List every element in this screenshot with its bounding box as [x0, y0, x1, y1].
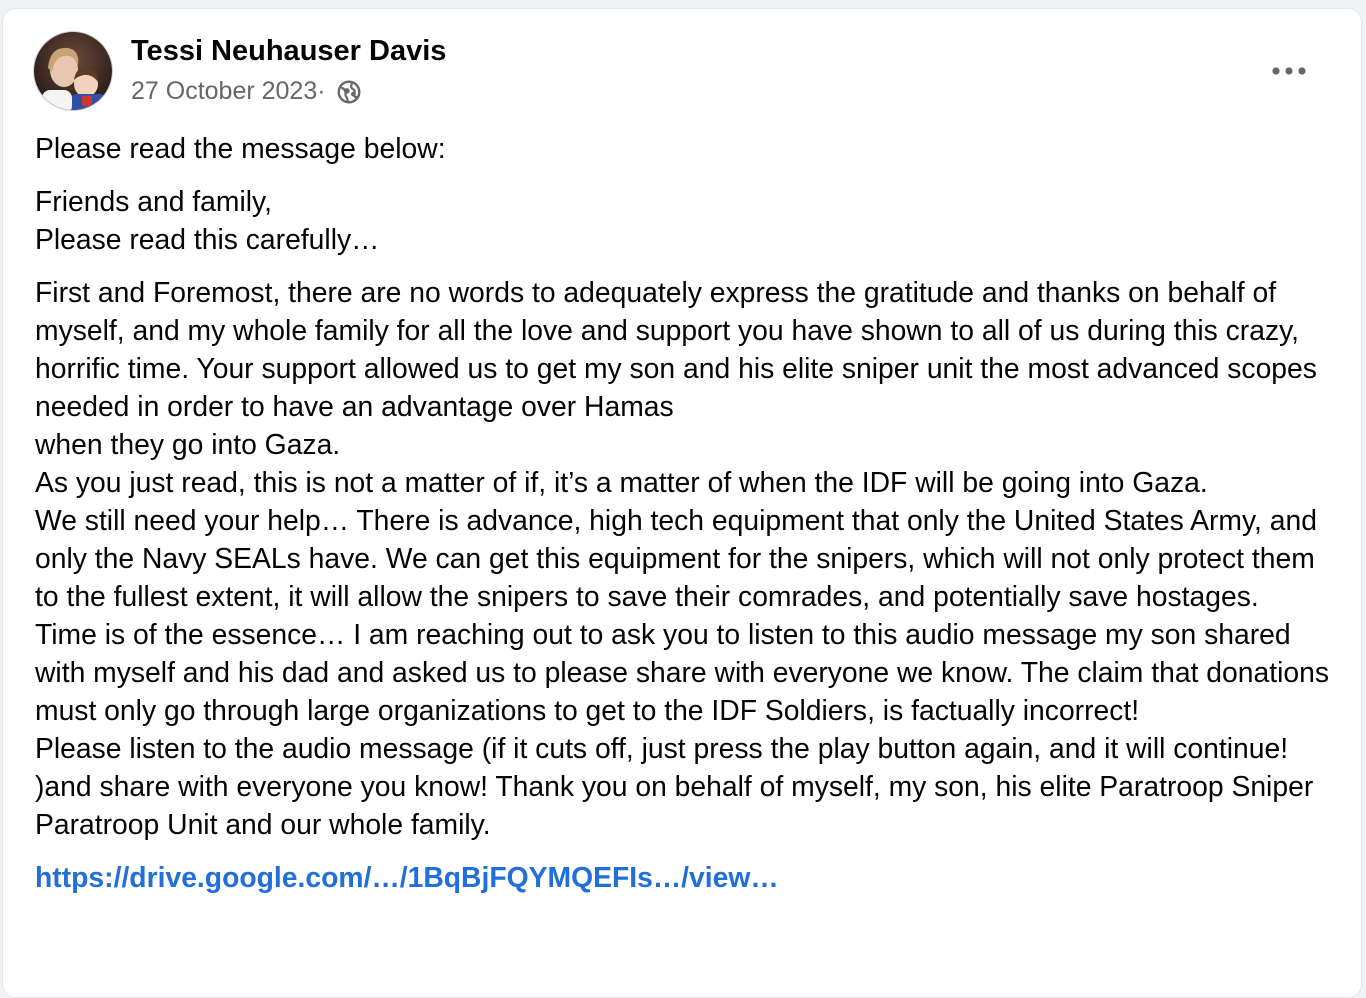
- post-link[interactable]: https://drive.google.com/…/1BqBjFQYMQEFIs…/view…: [35, 861, 779, 893]
- globe-icon[interactable]: [336, 79, 362, 105]
- post-date[interactable]: 27 October 2023: [131, 77, 318, 105]
- more-options-icon[interactable]: [1267, 59, 1311, 83]
- post-paragraph-intro: Please read the message below:: [35, 132, 446, 164]
- avatar-photo: [34, 32, 113, 111]
- post-card: [2, 8, 1362, 998]
- post-paragraph-greeting: Friends and family, Please read this carefully…: [35, 185, 380, 255]
- post-paragraph-main: First and Foremost, there are no words to adequately express the gratitude and thanks on behalf of myself, and my whole family for all the love and support you have shown to all of us during this crazy, horrific time. Your support allowed us to get my son and his elite sniper unit the most advanced scopes needed in order to have an advantage over Hamas when they go into Gaza. As you just read, this is not a matter of if, it’s a matter of when the IDF will be going into Gaza. We still need your help… There is advance, high tech equipment that only the United States Army, and only the Navy SEALs have. We can get this equipment for the snipers, which will not only protect them to the fullest extent, it will allow the snipers to save their comrades, and potentially save hostages. Time is of the essence… I am reaching out to ask you to listen to this audio message my son shared with myself and his dad and asked us to please share with everyone we know. The claim that donations must only go through large organizations to get to the IDF Soldiers, is factually incorrect! Please listen to the audio message (if it cuts off, just press the play button again, and it will continue! )and share with everyone you know! Thank you on behalf of myself, my son, his elite Paratroop Sniper Paratroop Unit and our whole family.: [35, 276, 1330, 840]
- post-header: [33, 31, 1331, 113]
- avatar[interactable]: [33, 31, 113, 111]
- author-name[interactable]: Tessi Neuhauser Davis: [131, 35, 447, 67]
- post-meta: [131, 77, 362, 106]
- date-separator: ·: [317, 77, 326, 105]
- post-body: [35, 129, 1345, 896]
